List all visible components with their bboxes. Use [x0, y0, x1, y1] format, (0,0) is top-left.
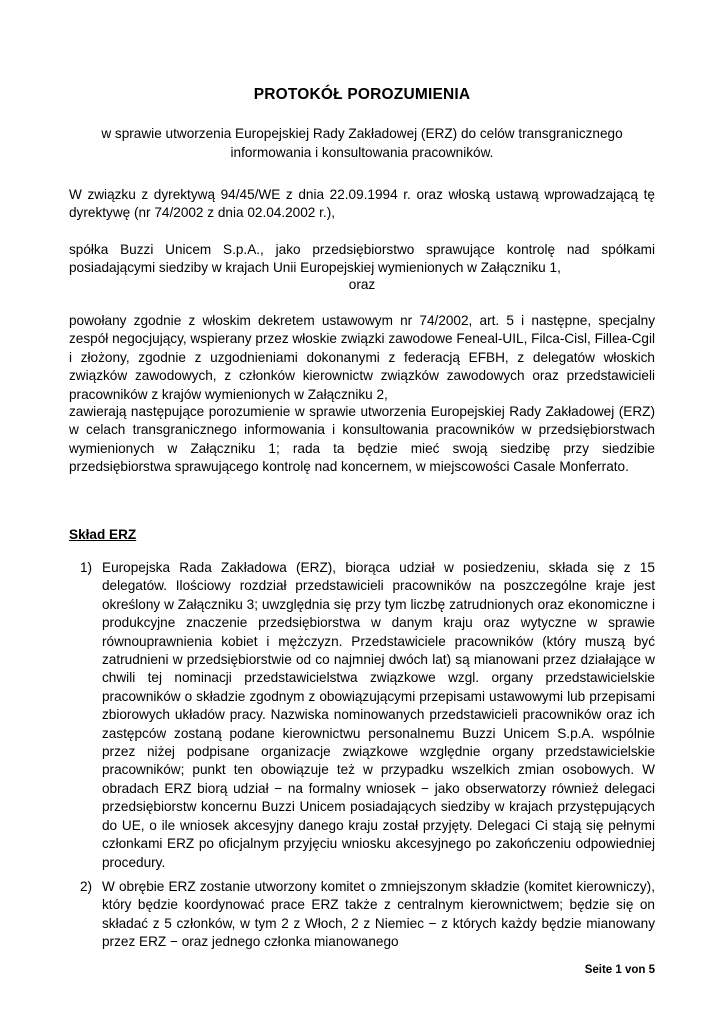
- conjunction-oraz: oraz: [348, 277, 376, 292]
- list-item-text: Europejska Rada Zakładowa (ERZ), biorąca udział w posiedzeniu, składa się z 15 delegatów. Ilościowy rozdział przedstawicieli pracowników na poszczególne kraje jest określony w Załączniku 3; uwzględnia się przy tym liczbę zatrudnionych oraz ekonomiczne i produkcyjne znaczenie przedsiębiorstwa w danym kraju oraz wytyczne w sprawie równouprawnienia kobiet i mężczyzn. Przedstawiciele pracowników (który muszą być zatrudnieni w przedsiębiorstwie od co najmniej dwóch lat) są mianowani przez działające w chwili tej nominacji przedstawicielstwa związkowe wzgl. organy przedstawicielskie pracowników o składzie zgodnym z obowiązującymi przepisami ustawowymi lub przepisami zbiorowych układów pracy. Nazwiska nominowanych przedstawicieli pracowników oraz ich zastępców zostaną podane kierownictwu personalnemu Buzzi Unicem S.p.A. wspólnie przez niżej podpisane organizacje związkowe względnie organy przedstawicielskie pracowników; punkt ten obowiązuje też w przypadku wszelkich zmian osobowych. W obradach ERZ biorą udział − na formalny wniosek − jako obserwatorzy również delegaci przedsiębiorstw koncernu Buzzi Unicem posiadających siedziby w krajach przystępujących do UE, o ile wniosek akcesyjny danego kraju został przyjęty. Delegaci Ci stają się pełnymi członkami ERZ po oficjalnym przyjęciu wniosku akcesyjnego po zakończeniu odpowiedniej procedury.: [102, 560, 655, 870]
- paragraph-agreement: zawierają następujące porozumienie w sprawie utworzenia Europejskiej Rady Zakładowej (ERZ) w celach transgranicznego informowania i konsultowania pracowników w przedsiębiorstwach wymienionych w Załączniku 1; rada ta będzie mieć swoją siedzibę przy siedzibie przedsiębiorstwa sprawującego kontrolę nad koncernem, w miejscowości Casale Monferrato.: [69, 404, 655, 475]
- list-item-text: W obrębie ERZ zostanie utworzony komitet o zmniejszonym składzie (komitet kierowniczy), który będzie koordynować prace ERZ także z centralnym kierownictwem; będzie się on składać z 5 członków, w tym 2 z Włoch, 2 z Niemiec − z których każdy będzie mianowany przez ERZ − oraz jednego członka mianowanego: [102, 879, 655, 950]
- section-heading: Skład ERZ: [69, 527, 137, 542]
- document-subtitle: w sprawie utworzenia Europejskiej Rady Zakładowej (ERZ) do celów transgranicznego informowania i konsultowania pracowników.: [101, 126, 623, 160]
- paragraph-company: spółka Buzzi Unicem S.p.A., jako przedsiębiorstwo sprawujące kontrolę nad spółkami posiadającymi siedziby w krajach Unii Europejskiej wymienionych w Załączniku 1,: [69, 242, 655, 276]
- list-item-number: 2): [80, 879, 93, 894]
- list-item-number: 1): [80, 560, 93, 575]
- page-number-footer: Seite 1 von 5: [584, 964, 655, 976]
- list-item: [69, 878, 655, 952]
- list-item: [69, 559, 655, 872]
- paragraph-directive: W związku z dyrektywą 94/45/WE z dnia 22.09.1994 r. oraz włoską ustawą wprowadzającą tę dyrektywę (nr 74/2002 z dnia 02.04.2002 r.),: [69, 187, 655, 221]
- paragraph-negotiating-team: powołany zgodnie z włoskim dekretem ustawowym nr 74/2002, art. 5 i następne, specjalny zespół negocjujący, wspierany przez włoskie związki zawodowe Feneal-UIL, Filca-Cisl, Fillea-Cgil i złożony, zgodnie z uzgodnieniami dokonanymi z federacją EFBH, z delegatów włoskich związków zawodowych, z członków kierownictw związków zawodowych oraz przedstawicieli pracowników z krajów wymienionych w Załączniku 2,: [69, 313, 656, 402]
- document-title: PROTOKÓŁ POROZUMIENIA: [253, 86, 471, 103]
